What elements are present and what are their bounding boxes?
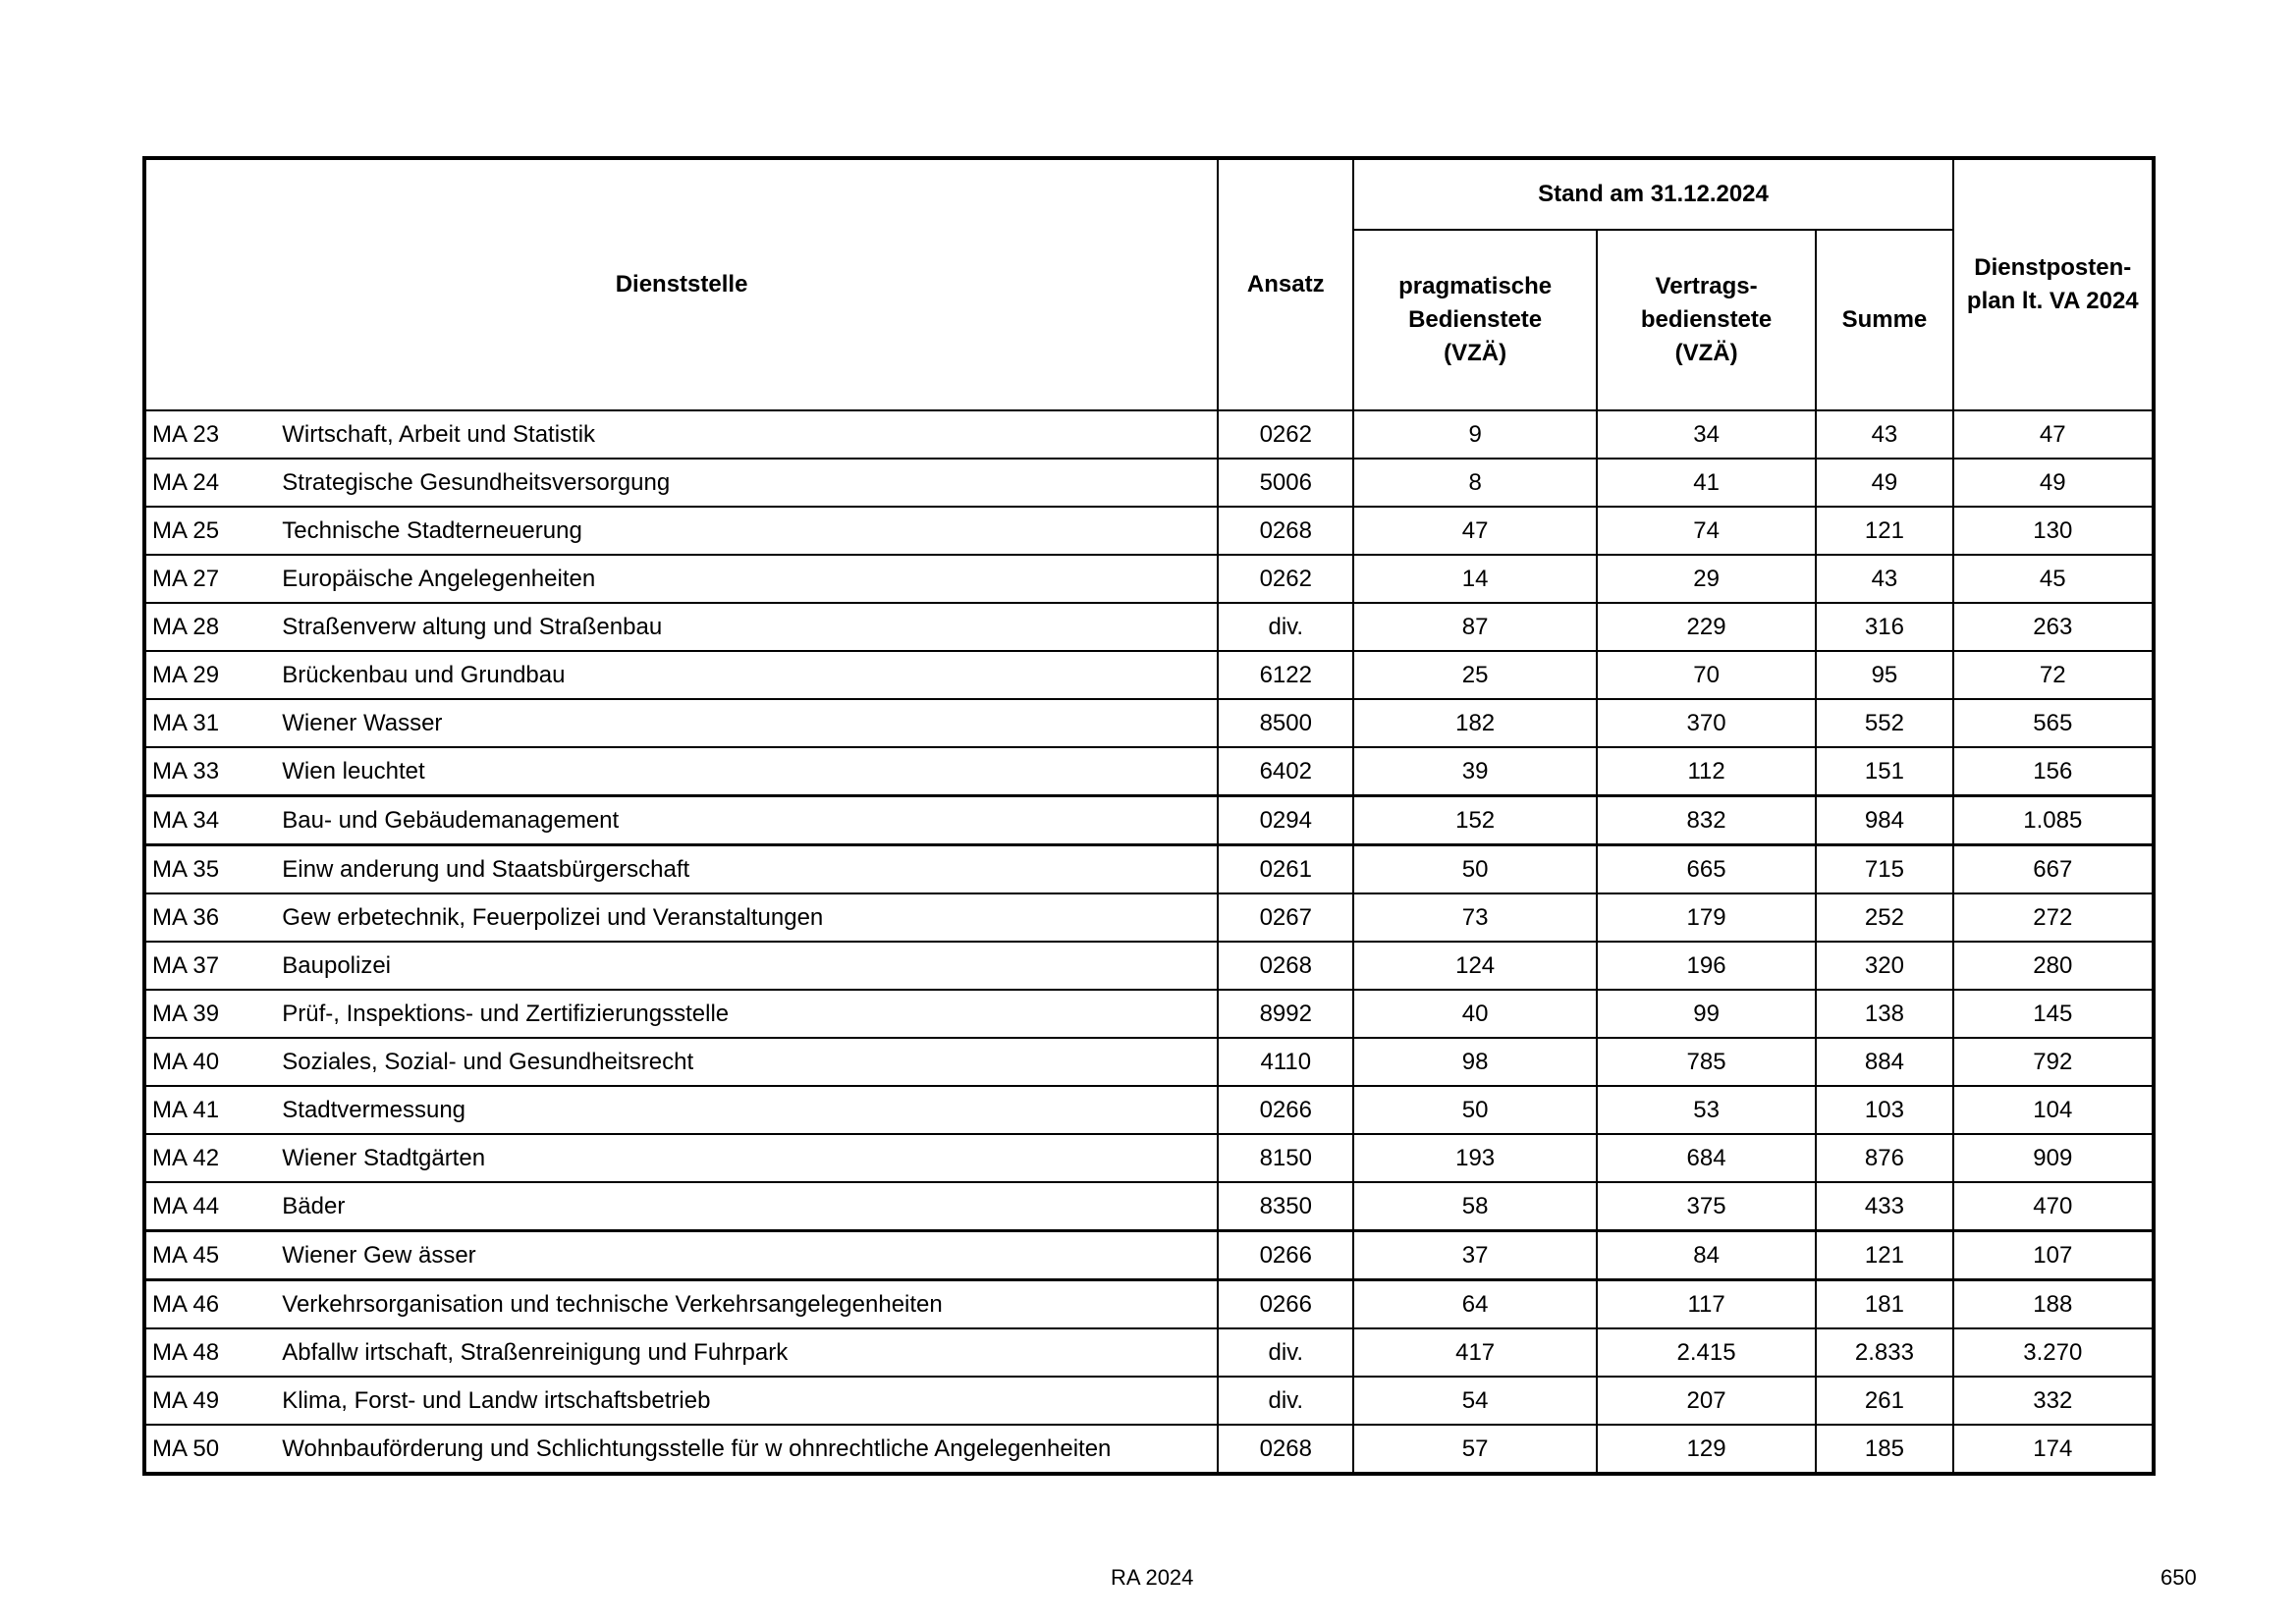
row-plan: 332 <box>1953 1377 2154 1425</box>
row-pragmatische: 57 <box>1353 1425 1596 1474</box>
row-ansatz: 0268 <box>1218 507 1353 555</box>
row-ansatz: 0294 <box>1218 796 1353 845</box>
row-pragmatische: 87 <box>1353 603 1596 651</box>
table-row <box>144 893 2154 942</box>
row-code: MA 41 <box>144 1086 282 1134</box>
row-vertrags: 370 <box>1597 699 1816 747</box>
row-code: MA 25 <box>144 507 282 555</box>
row-plan: 107 <box>1953 1231 2154 1280</box>
row-code: MA 48 <box>144 1328 282 1377</box>
row-ansatz: div. <box>1218 1328 1353 1377</box>
row-name: Einw anderung und Staatsbürgerschaft <box>282 845 1218 894</box>
row-pragmatische: 50 <box>1353 845 1596 894</box>
row-code: MA 23 <box>144 410 282 459</box>
row-plan: 565 <box>1953 699 2154 747</box>
row-pragmatische: 37 <box>1353 1231 1596 1280</box>
table-row <box>144 990 2154 1038</box>
row-code: MA 27 <box>144 555 282 603</box>
row-summe: 552 <box>1816 699 1952 747</box>
row-summe: 49 <box>1816 459 1952 507</box>
row-name: Wohnbauförderung und Schlichtungsstelle für w ohnrechtliche Angelegenheiten <box>282 1425 1218 1474</box>
row-vertrags: 2.415 <box>1597 1328 1816 1377</box>
row-plan: 174 <box>1953 1425 2154 1474</box>
header-pragmatische: pragmatische Bedienstete (VZÄ) <box>1353 230 1596 410</box>
table-row <box>144 1086 2154 1134</box>
table-row <box>144 796 2154 845</box>
row-code: MA 45 <box>144 1231 282 1280</box>
row-pragmatische: 152 <box>1353 796 1596 845</box>
row-summe: 433 <box>1816 1182 1952 1231</box>
row-ansatz: 0262 <box>1218 555 1353 603</box>
row-summe: 121 <box>1816 507 1952 555</box>
row-plan: 272 <box>1953 893 2154 942</box>
row-summe: 316 <box>1816 603 1952 651</box>
row-pragmatische: 39 <box>1353 747 1596 796</box>
row-code: MA 35 <box>144 845 282 894</box>
row-name: Strategische Gesundheitsversorgung <box>282 459 1218 507</box>
header-ansatz: Ansatz <box>1218 158 1353 410</box>
table-row <box>144 410 2154 459</box>
row-vertrags: 84 <box>1597 1231 1816 1280</box>
row-name: Baupolizei <box>282 942 1218 990</box>
row-summe: 95 <box>1816 651 1952 699</box>
row-summe: 715 <box>1816 845 1952 894</box>
row-vertrags: 207 <box>1597 1377 1816 1425</box>
row-summe: 884 <box>1816 1038 1952 1086</box>
row-plan: 280 <box>1953 942 2154 990</box>
row-name: Wiener Gew ässer <box>282 1231 1218 1280</box>
table-row <box>144 1425 2154 1474</box>
row-plan: 47 <box>1953 410 2154 459</box>
row-pragmatische: 54 <box>1353 1377 1596 1425</box>
row-summe: 2.833 <box>1816 1328 1952 1377</box>
row-summe: 138 <box>1816 990 1952 1038</box>
table-row <box>144 1280 2154 1329</box>
row-ansatz: div. <box>1218 603 1353 651</box>
row-summe: 43 <box>1816 410 1952 459</box>
table-row <box>144 651 2154 699</box>
row-pragmatische: 8 <box>1353 459 1596 507</box>
table-row <box>144 459 2154 507</box>
row-name: Brückenbau und Grundbau <box>282 651 1218 699</box>
row-name: Straßenverw altung und Straßenbau <box>282 603 1218 651</box>
row-plan: 104 <box>1953 1086 2154 1134</box>
row-code: MA 42 <box>144 1134 282 1182</box>
row-summe: 151 <box>1816 747 1952 796</box>
row-vertrags: 832 <box>1597 796 1816 845</box>
row-pragmatische: 47 <box>1353 507 1596 555</box>
row-ansatz: 4110 <box>1218 1038 1353 1086</box>
row-plan: 130 <box>1953 507 2154 555</box>
row-ansatz: 0268 <box>1218 1425 1353 1474</box>
row-vertrags: 53 <box>1597 1086 1816 1134</box>
row-plan: 1.085 <box>1953 796 2154 845</box>
row-pragmatische: 58 <box>1353 1182 1596 1231</box>
row-code: MA 44 <box>144 1182 282 1231</box>
row-code: MA 50 <box>144 1425 282 1474</box>
row-plan: 470 <box>1953 1182 2154 1231</box>
row-pragmatische: 9 <box>1353 410 1596 459</box>
row-ansatz: 0266 <box>1218 1231 1353 1280</box>
row-vertrags: 179 <box>1597 893 1816 942</box>
row-plan: 45 <box>1953 555 2154 603</box>
row-vertrags: 112 <box>1597 747 1816 796</box>
row-pragmatische: 98 <box>1353 1038 1596 1086</box>
row-summe: 261 <box>1816 1377 1952 1425</box>
table-row <box>144 555 2154 603</box>
header-stand: Stand am 31.12.2024 <box>1353 158 1952 230</box>
row-name: Stadtvermessung <box>282 1086 1218 1134</box>
row-name: Wiener Stadtgärten <box>282 1134 1218 1182</box>
row-pragmatische: 50 <box>1353 1086 1596 1134</box>
row-plan: 3.270 <box>1953 1328 2154 1377</box>
row-pragmatische: 40 <box>1353 990 1596 1038</box>
row-name: Technische Stadterneuerung <box>282 507 1218 555</box>
row-plan: 263 <box>1953 603 2154 651</box>
row-plan: 72 <box>1953 651 2154 699</box>
row-name: Verkehrsorganisation und technische Verkehrsangelegenheiten <box>282 1280 1218 1329</box>
row-ansatz: 8350 <box>1218 1182 1353 1231</box>
row-summe: 876 <box>1816 1134 1952 1182</box>
row-ansatz: 0261 <box>1218 845 1353 894</box>
table-row <box>144 1377 2154 1425</box>
row-ansatz: 8500 <box>1218 699 1353 747</box>
row-plan: 667 <box>1953 845 2154 894</box>
row-pragmatische: 417 <box>1353 1328 1596 1377</box>
row-ansatz: 0266 <box>1218 1086 1353 1134</box>
header-dienststelle: Dienststelle <box>144 158 1218 410</box>
row-plan: 145 <box>1953 990 2154 1038</box>
row-ansatz: 0266 <box>1218 1280 1353 1329</box>
row-summe: 121 <box>1816 1231 1952 1280</box>
table-row <box>144 1231 2154 1280</box>
row-vertrags: 41 <box>1597 459 1816 507</box>
row-code: MA 40 <box>144 1038 282 1086</box>
row-ansatz: 0267 <box>1218 893 1353 942</box>
table-row <box>144 1182 2154 1231</box>
table-row <box>144 603 2154 651</box>
row-code: MA 39 <box>144 990 282 1038</box>
row-code: MA 28 <box>144 603 282 651</box>
header-summe: Summe <box>1816 230 1952 410</box>
table-row <box>144 1134 2154 1182</box>
table-row <box>144 747 2154 796</box>
row-name: Europäische Angelegenheiten <box>282 555 1218 603</box>
table-row <box>144 1038 2154 1086</box>
row-plan: 49 <box>1953 459 2154 507</box>
row-ansatz: div. <box>1218 1377 1353 1425</box>
row-plan: 156 <box>1953 747 2154 796</box>
row-summe: 181 <box>1816 1280 1952 1329</box>
row-plan: 792 <box>1953 1038 2154 1086</box>
row-ansatz: 8992 <box>1218 990 1353 1038</box>
row-name: Gew erbetechnik, Feuerpolizei und Veranstaltungen <box>282 893 1218 942</box>
row-code: MA 36 <box>144 893 282 942</box>
row-summe: 320 <box>1816 942 1952 990</box>
row-code: MA 33 <box>144 747 282 796</box>
table-row <box>144 942 2154 990</box>
table-row <box>144 845 2154 894</box>
row-name: Klima, Forst- und Landw irtschaftsbetrieb <box>282 1377 1218 1425</box>
footer-label: RA 2024 <box>1111 1565 1194 1590</box>
row-code: MA 24 <box>144 459 282 507</box>
header-dienstpostenplan: Dienstposten- plan lt. VA 2024 <box>1953 158 2154 410</box>
row-pragmatische: 73 <box>1353 893 1596 942</box>
row-vertrags: 375 <box>1597 1182 1816 1231</box>
row-vertrags: 229 <box>1597 603 1816 651</box>
row-pragmatische: 64 <box>1353 1280 1596 1329</box>
row-vertrags: 665 <box>1597 845 1816 894</box>
row-plan: 188 <box>1953 1280 2154 1329</box>
row-code: MA 34 <box>144 796 282 845</box>
row-vertrags: 74 <box>1597 507 1816 555</box>
row-ansatz: 6122 <box>1218 651 1353 699</box>
row-vertrags: 129 <box>1597 1425 1816 1474</box>
row-ansatz: 8150 <box>1218 1134 1353 1182</box>
row-name: Bäder <box>282 1182 1218 1231</box>
row-code: MA 37 <box>144 942 282 990</box>
row-pragmatische: 193 <box>1353 1134 1596 1182</box>
table-row <box>144 699 2154 747</box>
row-code: MA 46 <box>144 1280 282 1329</box>
row-name: Wiener Wasser <box>282 699 1218 747</box>
row-name: Wien leuchtet <box>282 747 1218 796</box>
page-number: 650 <box>2160 1565 2197 1590</box>
row-pragmatische: 25 <box>1353 651 1596 699</box>
row-name: Prüf-, Inspektions- und Zertifizierungsstelle <box>282 990 1218 1038</box>
row-summe: 103 <box>1816 1086 1952 1134</box>
row-vertrags: 34 <box>1597 410 1816 459</box>
row-vertrags: 99 <box>1597 990 1816 1038</box>
row-vertrags: 684 <box>1597 1134 1816 1182</box>
row-ansatz: 0268 <box>1218 942 1353 990</box>
row-code: MA 31 <box>144 699 282 747</box>
row-pragmatische: 14 <box>1353 555 1596 603</box>
row-pragmatische: 182 <box>1353 699 1596 747</box>
row-name: Wirtschaft, Arbeit und Statistik <box>282 410 1218 459</box>
row-pragmatische: 124 <box>1353 942 1596 990</box>
row-name: Abfallw irtschaft, Straßenreinigung und Fuhrpark <box>282 1328 1218 1377</box>
row-code: MA 49 <box>144 1377 282 1425</box>
row-summe: 43 <box>1816 555 1952 603</box>
row-ansatz: 6402 <box>1218 747 1353 796</box>
row-vertrags: 117 <box>1597 1280 1816 1329</box>
row-summe: 185 <box>1816 1425 1952 1474</box>
row-name: Soziales, Sozial- und Gesundheitsrecht <box>282 1038 1218 1086</box>
header-vertragsbedienstete: Vertrags- bedienstete (VZÄ) <box>1597 230 1816 410</box>
row-ansatz: 5006 <box>1218 459 1353 507</box>
row-vertrags: 70 <box>1597 651 1816 699</box>
row-ansatz: 0262 <box>1218 410 1353 459</box>
table-row <box>144 507 2154 555</box>
row-code: MA 29 <box>144 651 282 699</box>
row-name: Bau- und Gebäudemanagement <box>282 796 1218 845</box>
row-summe: 984 <box>1816 796 1952 845</box>
table-row <box>144 1328 2154 1377</box>
staff-table <box>142 156 2156 1476</box>
row-vertrags: 29 <box>1597 555 1816 603</box>
row-plan: 909 <box>1953 1134 2154 1182</box>
row-vertrags: 785 <box>1597 1038 1816 1086</box>
row-vertrags: 196 <box>1597 942 1816 990</box>
row-summe: 252 <box>1816 893 1952 942</box>
